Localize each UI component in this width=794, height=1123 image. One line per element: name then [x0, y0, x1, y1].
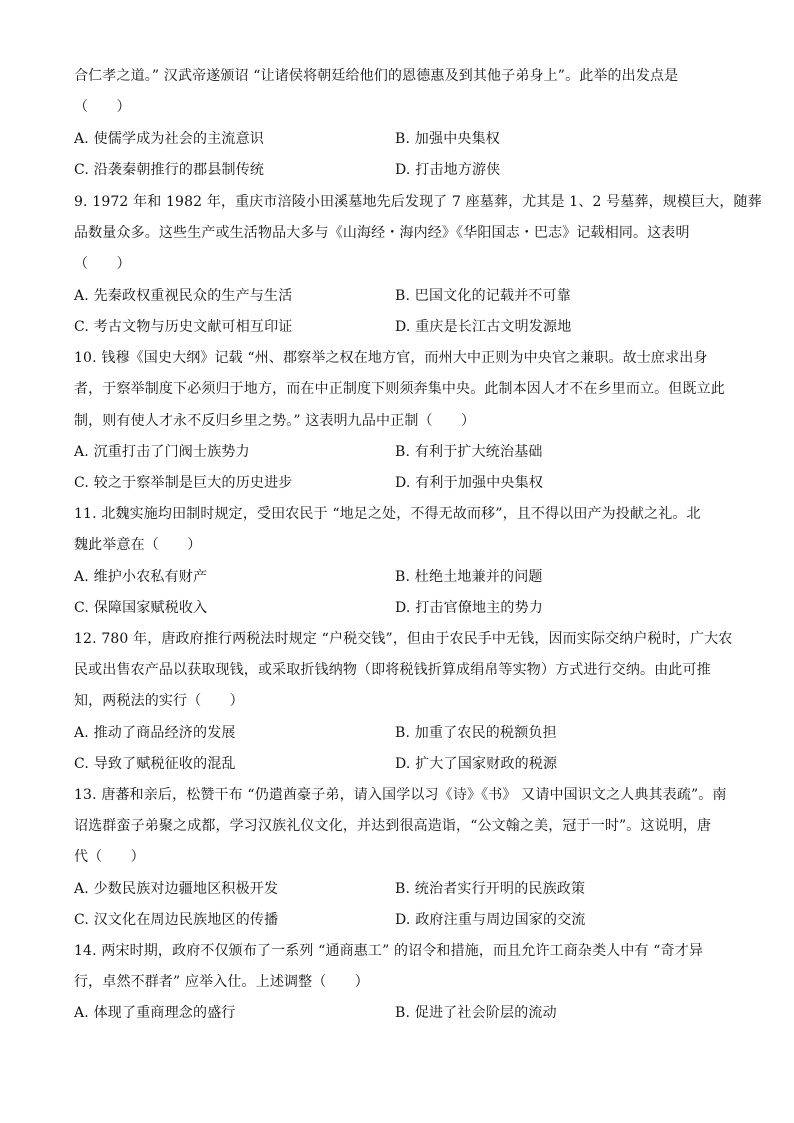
- q12-stem-line2: 民或出售农产品以获取现钱，或采取折钱纳物（即将税钱折算成绢帛等实物）方式进行交纳。由此可推: [74, 662, 711, 678]
- q12-option-b: B. 加重了农民的税额负担: [395, 725, 557, 741]
- q13-option-b: B. 统治者实行开明的民族政策: [395, 881, 586, 897]
- q10-stem-line1: 10. 钱穆《国史大纲》记载 “州、郡察举之权在地方官，而州大中正则为中央官之兼职。故士庶求出身: [74, 350, 708, 366]
- q12-option-c: C. 导致了赋税征收的混乱: [74, 756, 236, 772]
- q13-option-d: D. 政府注重与周边国家的交流: [395, 912, 586, 928]
- q13-stem-line1: 13. 唐蕃和亲后，松赞干布 “仍遣酋豪子弟，请入国学以习《诗》《书》 又请中国识文之人典其表疏”。南: [74, 787, 727, 803]
- q11-option-d: D. 打击官僚地主的势力: [395, 600, 544, 616]
- q13-stem-line2: 诏选群蛮子弟聚之成都，学习汉族礼仪文化，并达到很高造诣，“公文翰之美，冠于一时”。这说明，唐: [74, 818, 712, 834]
- q14-option-a: A. 体现了重商理念的盛行: [74, 1005, 236, 1021]
- q10-option-d: D. 有利于加强中央集权: [395, 475, 544, 491]
- q9-stem-line1: 9. 1972 年和 1982 年，重庆市涪陵小田溪墓地先后发现了 7 座墓葬，尤其是 1、2 号墓葬，规模巨大，随葬: [74, 194, 762, 210]
- q11-option-a: A. 维护小农私有财产: [74, 569, 208, 585]
- q13-stem-line3: 代（ ）: [74, 849, 145, 865]
- q9-option-b: B. 巴国文化的记载并不可靠: [395, 288, 571, 304]
- q8-stem-line1: 合仁孝之道。” 汉武帝遂颁诏 “让诸侯将朝廷给他们的恩德惠及到其他子弟身上”。此举的出发点是: [74, 68, 679, 84]
- q9-option-d: D. 重庆是长江古文明发源地: [395, 319, 572, 335]
- q14-stem-line1: 14. 两宋时期，政府不仅颁布了一系列 “通商惠工” 的诏令和措施，而且允许工商杂类人中有 “奇才异: [74, 943, 704, 959]
- q10-option-b: B. 有利于扩大统治基础: [395, 444, 543, 460]
- q11-option-b: B. 杜绝土地兼并的问题: [395, 569, 543, 585]
- q8-answer-blank: （ ）: [74, 99, 131, 115]
- q8-option-d: D. 打击地方游侠: [395, 162, 501, 178]
- q10-option-a: A. 沉重打击了门阀士族势力: [74, 444, 250, 460]
- q11-stem-line1: 11. 北魏实施均田制时规定，受田农民于 “地足之处，不得无故而移”，且不得以田产为投献之礼。北: [74, 506, 701, 522]
- q14-stem-line2: 行，卓然不群者” 应举入仕。上述调整（ ）: [74, 974, 369, 990]
- q8-option-a: A. 使儒学成为社会的主流意识: [74, 131, 265, 147]
- q8-option-b: B. 加强中央集权: [395, 131, 500, 147]
- q12-option-d: D. 扩大了国家财政的税源: [395, 756, 558, 772]
- q11-option-c: C. 保障国家赋税收入: [74, 600, 208, 616]
- q10-stem-line2: 者，于察举制度下必须归于地方，而在中正制度下则须奔集中央。此制本因人才不在乡里而立。但既立此: [74, 381, 725, 397]
- q9-stem-line2: 品数量众多。这些生产或生活物品大多与《山海经・海内经》《华阳国志・巴志》记载相同。这表明: [74, 225, 690, 241]
- q14-option-b: B. 促进了社会阶层的流动: [395, 1005, 557, 1021]
- q12-option-a: A. 推动了商品经济的发展: [74, 725, 236, 741]
- q10-option-c: C. 较之于察举制是巨大的历史进步: [74, 475, 293, 491]
- q9-option-c: C. 考古文物与历史文献可相互印证: [74, 319, 293, 335]
- q10-stem-line3: 制，则有使人才永不反归乡里之势。” 这表明九品中正制（ ）: [74, 413, 476, 429]
- q9-answer-blank: （ ）: [74, 256, 131, 272]
- q12-stem-line1: 12. 780 年，唐政府推行两税法时规定 “户税交钱”，但由于农民手中无钱，因而实际交纳户税时，广大农: [74, 631, 733, 647]
- q8-option-c: C. 沿袭秦朝推行的郡县制传统: [74, 162, 265, 178]
- q11-stem-line2: 魏此举意在（ ）: [74, 537, 202, 553]
- q13-option-c: C. 汉文化在周边民族地区的传播: [74, 912, 279, 928]
- q9-option-a: A. 先秦政权重视民众的生产与生活: [74, 288, 293, 304]
- q13-option-a: A. 少数民族对边疆地区积极开发: [74, 881, 279, 897]
- q12-stem-line3: 知，两税法的实行（ ）: [74, 693, 244, 709]
